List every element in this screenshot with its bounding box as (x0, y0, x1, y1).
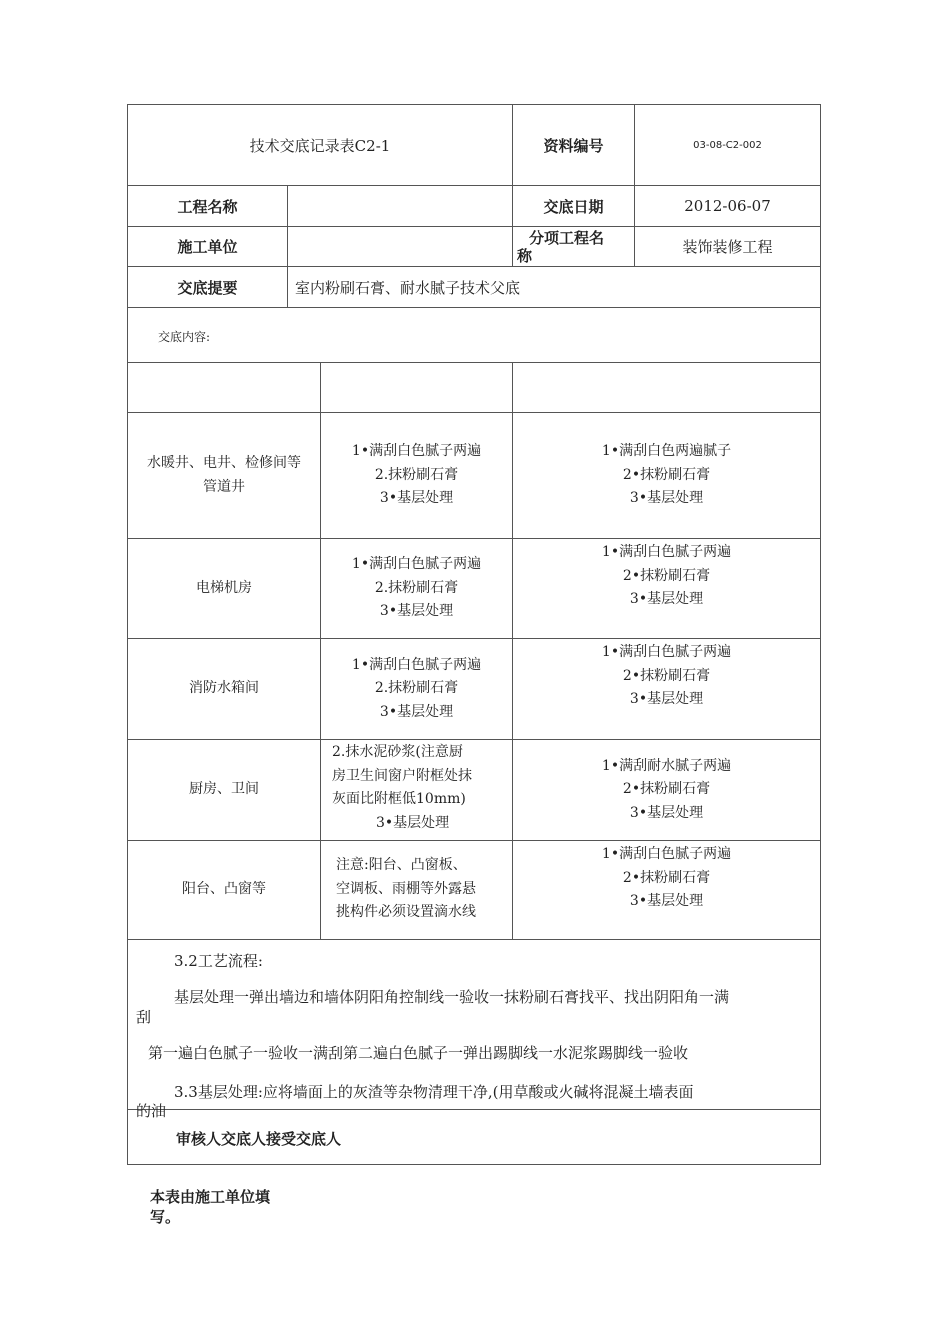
signature-row: 审核人交底人接受交底人 (176, 1130, 342, 1148)
process-line: 刮 (136, 1008, 152, 1026)
method-line: 3•基层处理 (379, 703, 454, 720)
area-line: 阳台、凸窗等 (182, 881, 266, 898)
subproject-label (517, 229, 632, 265)
area-line: 水暖井、电井、检修间等 (147, 455, 301, 471)
process-line: 第一遍白色腻子一验收一满刮第二遍白色腻子一弹出踢脚线一水泥浆踢脚线一验收 (148, 1044, 689, 1062)
method-line: 2.抹粉刷石膏 (374, 579, 459, 596)
area-line: 厨房、卫间 (189, 781, 259, 798)
method-cell (321, 539, 512, 638)
method-line: 2•抹粉刷石膏 (622, 466, 711, 483)
method-line: 3•基层处理 (376, 814, 450, 831)
method-line: 1•满刮白色腻子两遍 (351, 556, 482, 573)
method-cell (513, 841, 820, 939)
area-cell (128, 639, 320, 739)
method-cell (332, 741, 512, 835)
area-cell (128, 841, 320, 939)
process-line: 3.3基层处理:应将墙面上的灰渣等杂物清理干净,(用草酸或火碱将混凝土墙表面 (174, 1083, 694, 1101)
method-line: 1•满刮白色两遍腻子 (601, 443, 732, 460)
method-line: 2.抹粉刷石膏 (374, 680, 459, 697)
grid-line (127, 1109, 821, 1110)
unit-value (288, 227, 512, 266)
method-line: 房卫生间窗户附框处抹 (332, 767, 472, 784)
date-label: 交底日期 (543, 197, 604, 216)
subproject-label-line1: 分项工程名 (529, 229, 605, 247)
subproject-value: 装饰装修工程 (682, 238, 773, 256)
method-cell (513, 413, 820, 538)
summary-label: 交底提要 (177, 278, 238, 297)
method-line: 1•满刮白色腻子两遍 (351, 656, 482, 673)
process-heading: 3.2工艺流程: (174, 952, 263, 970)
process-line: 基层处理一弹出墙边和墙体阴阳角控制线一验收一抹粉刷石膏找平、找出阴阳角一满 (174, 988, 730, 1006)
footer-line: 写。 (150, 1208, 181, 1226)
method-line: 2•抹粉刷石膏 (622, 667, 711, 684)
method-line: 3•基层处理 (379, 603, 454, 620)
method-line: 挑构件必须设置滴水线 (336, 904, 476, 920)
project-name-value (288, 186, 512, 226)
summary-value: 室内粉刷石膏、耐水腻子技术父底 (295, 278, 521, 297)
process-section (128, 940, 820, 1120)
method-line: 注意:阳台、凸窗板、 (336, 857, 467, 873)
method-line: 1•满刮耐水腻子两遍 (601, 757, 732, 774)
method-line: 1•满刮白色腻子两遍 (601, 644, 732, 660)
form-title: 技术交底记录表C2-1 (249, 136, 391, 155)
method-line: 1•满刮白色腻子两遍 (601, 544, 732, 560)
footer-note (150, 1187, 270, 1227)
doc-no-value: 03-08-C2-002 (693, 139, 762, 151)
method-line: 3•基层处理 (629, 893, 704, 909)
area-cell (128, 740, 320, 840)
method-line: 3•基层处理 (629, 691, 704, 707)
method-cell (336, 854, 512, 925)
method-cell (513, 740, 820, 840)
method-cell (513, 539, 820, 638)
process-line: 的油 (136, 1102, 167, 1120)
method-line: 2.抹粉刷石膏 (374, 466, 459, 483)
method-cell (321, 413, 512, 538)
grid-line (127, 362, 821, 363)
area-cell (128, 413, 320, 538)
area-line: 消防水箱间 (189, 680, 259, 697)
method-line: 3•基层处理 (379, 490, 454, 507)
project-name-label: 工程名称 (177, 197, 238, 216)
method-line: 灰面比附框低10mm) (332, 791, 466, 807)
method-cell (321, 639, 512, 739)
footer-line: 本表由施工单位填 (150, 1188, 271, 1206)
method-line: 1•满刮白色腻子两遍 (601, 846, 732, 862)
area-line: 电梯机房 (196, 579, 252, 596)
grid-line (127, 307, 821, 308)
grid-line (820, 104, 821, 1165)
method-line: 3•基层处理 (629, 490, 704, 507)
method-line: 2•抹粉刷石膏 (622, 869, 711, 886)
method-cell (513, 639, 820, 739)
subproject-label-line2: 称 (517, 247, 533, 265)
date-value: 2012-06-07 (684, 197, 771, 215)
unit-label: 施工单位 (177, 238, 238, 256)
method-line: 空调板、雨棚等外露悬 (336, 880, 476, 897)
area-cell (128, 539, 320, 638)
area-line: 管道井 (203, 478, 245, 495)
grid-line (127, 1164, 821, 1165)
method-line: 2•抹粉刷石膏 (622, 567, 711, 584)
method-line: 3•基层处理 (629, 804, 704, 821)
method-line: 1•满刮白色腻子两遍 (351, 443, 482, 460)
method-line: 2.抹水泥砂浆(注意厨 (332, 744, 463, 760)
content-label: 交底内容: (158, 330, 211, 344)
method-line: 3•基层处理 (629, 591, 704, 607)
doc-no-label: 资料编号 (543, 136, 604, 155)
method-line: 2•抹粉刷石膏 (622, 781, 711, 798)
